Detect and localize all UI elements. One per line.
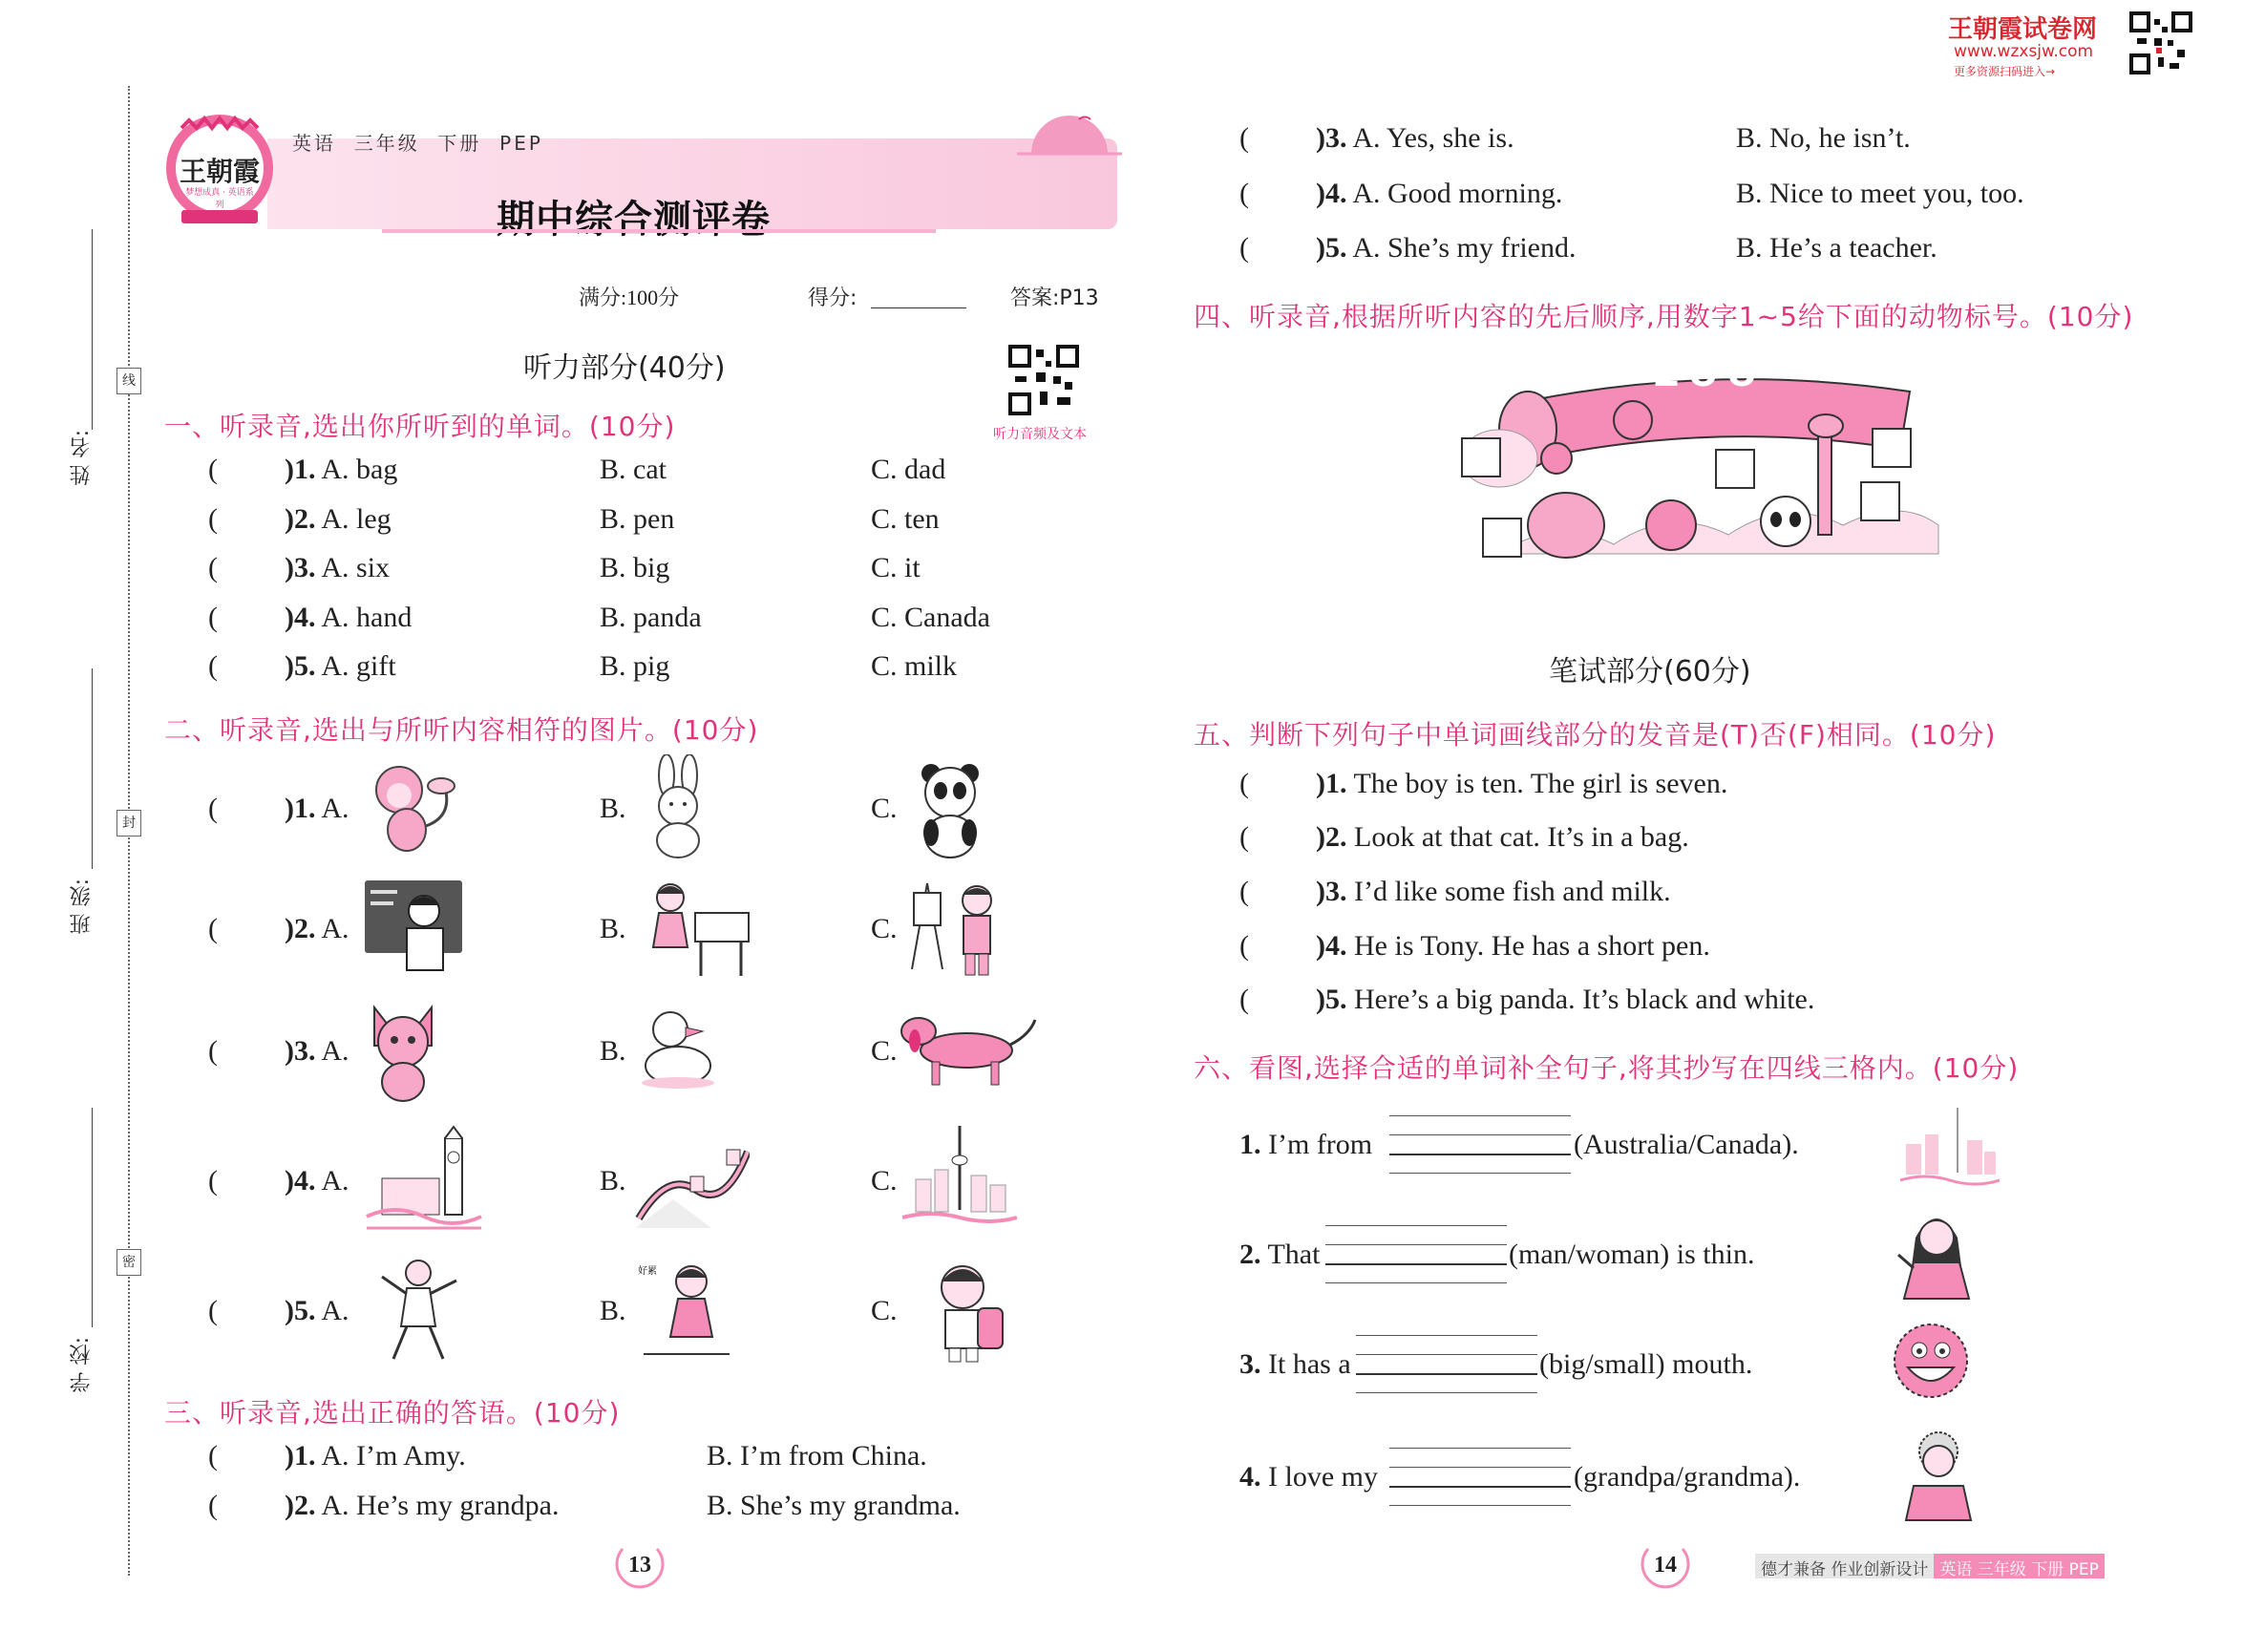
logo-badge (162, 107, 277, 231)
page-number-right: 14 (1654, 1553, 1677, 1578)
option-b: B. (600, 793, 626, 824)
brand-title: 王朝霞试卷网 (1948, 15, 2098, 44)
sunset-icon (1012, 100, 1127, 158)
s2-q4 (285, 1165, 349, 1197)
answer-paren[interactable]: ( (208, 793, 218, 824)
answer-paren[interactable]: ( (1239, 930, 1249, 962)
panda-picture[interactable] (902, 756, 998, 861)
class-label: 班 级: (70, 879, 94, 935)
school-label: 学 校: (70, 1337, 94, 1393)
header-meta: 英语 三年级 下册 PEP (292, 132, 543, 155)
answer-paren[interactable]: ( (1239, 984, 1249, 1015)
section1-title: 一、听录音,选出你所听到的单词。(10分) (164, 411, 676, 442)
monkey-picture[interactable] (361, 759, 456, 859)
s6-q4-pre (1239, 1461, 1378, 1493)
q-number: 3. (1239, 1348, 1261, 1380)
grandma-picture (1900, 1429, 1977, 1522)
answer-paren[interactable]: ( (208, 454, 218, 485)
q-number: 4. (1239, 1461, 1261, 1493)
option-a: A. (321, 1295, 349, 1326)
zoo-answer-box-1[interactable] (1461, 437, 1501, 477)
s6-q3-pre (1239, 1348, 1351, 1381)
s1-q1 (285, 454, 397, 486)
great-wall-picture[interactable] (635, 1133, 750, 1230)
sentence: He is Tony. He has a short pen. (1354, 930, 1710, 962)
answer-paren[interactable]: ( (208, 650, 218, 682)
option-b: B. pen (600, 503, 675, 535)
sentence-start: I’m from (1268, 1129, 1373, 1160)
old-man-taichi-picture[interactable] (374, 1256, 466, 1363)
section2-title: 二、听录音,选出与所听内容相符的图片。(10分) (164, 714, 759, 746)
s5-q2 (1316, 821, 1689, 854)
answer-paren[interactable]: ( (208, 1490, 218, 1521)
s3-q4 (1316, 178, 1562, 210)
svg-text:好累: 好累 (638, 1266, 657, 1277)
title-underline (382, 229, 936, 233)
option-c: C. Canada (871, 602, 990, 633)
four-line-grid[interactable] (1389, 1115, 1571, 1175)
option-c: C. it (871, 552, 921, 583)
four-line-grid[interactable] (1389, 1448, 1571, 1507)
name-field (67, 229, 105, 535)
zoo-answer-box-3[interactable] (1872, 428, 1912, 468)
option-a: A. She’s my friend. (1352, 232, 1577, 264)
s3-q3 (1316, 122, 1514, 155)
zoo-sign: ZOO (1654, 355, 1767, 394)
option-b: B. He’s a teacher. (1736, 232, 1937, 264)
sentence-start: I love my (1268, 1461, 1378, 1493)
s5-q3 (1316, 876, 1671, 908)
answer-paren[interactable]: ( (1239, 178, 1249, 209)
toronto-picture[interactable] (902, 1122, 1017, 1235)
boy-easel-picture[interactable] (902, 874, 1009, 981)
s1-q3 (285, 552, 390, 584)
score-blank[interactable] (871, 307, 966, 308)
q-number: )3. (285, 1035, 316, 1067)
s3-q2 (285, 1490, 559, 1522)
option-b: B. big (600, 552, 670, 583)
s2-q3 (285, 1035, 349, 1068)
option-b: B. Nice to meet you, too. (1736, 178, 2024, 209)
zoo-answer-box-4[interactable] (1860, 481, 1900, 521)
option-b: B. (600, 1035, 626, 1067)
s3-q1 (285, 1440, 466, 1472)
cut-mark-2: 封 (116, 810, 141, 837)
cut-mark-3: 密 (116, 1249, 141, 1276)
listening-heading: 听力部分(40分) (523, 351, 726, 385)
answer-paren[interactable]: ( (1239, 821, 1249, 853)
cut-mark-1: 线 (116, 368, 141, 394)
option-a: A. (321, 1035, 349, 1067)
s6-q2-pre (1239, 1239, 1320, 1271)
zoo-answer-box-5[interactable] (1482, 518, 1522, 558)
s6-q3-post: (big/small) mouth. (1539, 1348, 1753, 1380)
brand-qr-icon[interactable] (2129, 11, 2192, 74)
woman-picture (1893, 1205, 1980, 1301)
q-number: )1. (285, 1440, 316, 1472)
rabbit-picture[interactable] (630, 754, 726, 861)
s5-q4 (1316, 930, 1710, 963)
option-c: C. (871, 1165, 898, 1197)
listening-qr-caption: 听力音频及文本 (993, 427, 1087, 442)
option-b: B. (600, 913, 626, 944)
option-a: A. gift (321, 650, 396, 682)
s2-q1 (285, 793, 349, 825)
option-a: A. Good morning. (1352, 178, 1563, 209)
answer-paren[interactable]: ( (208, 1295, 218, 1326)
q-number: )5. (1316, 984, 1347, 1015)
series-tag: 英语 三年级 下册 PEP (1934, 1554, 2104, 1578)
sentence: Here’s a big panda. It’s black and white. (1354, 984, 1815, 1015)
option-a: A. leg (321, 503, 392, 535)
written-heading: 笔试部分(60分) (1549, 655, 1751, 688)
four-line-grid[interactable] (1356, 1335, 1537, 1394)
zoo-answer-box-2[interactable] (1715, 449, 1755, 489)
q-number: )3. (1316, 122, 1347, 154)
option-a: A. Yes, she is. (1352, 122, 1514, 154)
section3-title: 三、听录音,选出正确的答语。(10分) (164, 1397, 621, 1429)
answer-paren[interactable]: ( (208, 1165, 218, 1197)
girl-sign-picture[interactable] (642, 877, 754, 980)
s1-q4 (285, 602, 412, 634)
q-number: 1. (1239, 1129, 1261, 1160)
option-b: B. pig (600, 650, 670, 682)
city-skyline-picture (1900, 1106, 2000, 1192)
q-number: )4. (285, 1165, 316, 1197)
cat-picture[interactable] (365, 998, 441, 1103)
option-b: B. She’s my grandma. (707, 1490, 961, 1521)
london-picture[interactable] (363, 1125, 485, 1238)
answer-paren[interactable]: ( (1239, 876, 1249, 907)
sentence-start: It has a (1268, 1348, 1351, 1380)
option-c: C. (871, 913, 898, 944)
girl-tired-picture[interactable] (634, 1259, 739, 1362)
section6-title: 六、看图,选择合适的单词补全句子,将其抄写在四线三格内。(10分) (1194, 1052, 2020, 1084)
option-a: A. six (321, 552, 391, 583)
option-a: A. hand (321, 602, 413, 633)
answer-paren[interactable]: ( (208, 602, 218, 633)
s3-q5 (1316, 232, 1577, 265)
q-number: )5. (285, 1295, 316, 1326)
answer-paren[interactable]: ( (1239, 232, 1249, 264)
teacher-picture[interactable] (361, 877, 466, 980)
brand-block (1948, 10, 2206, 76)
s6-q4-post: (grandpa/grandma). (1574, 1461, 1801, 1493)
option-a: A. (321, 1165, 349, 1197)
section5-title: 五、判断下列句子中单词画线部分的发音是(T)否(F)相同。(10分) (1194, 719, 1997, 751)
answer-paren[interactable]: ( (208, 913, 218, 944)
q-number: )3. (1316, 876, 1347, 907)
duck-picture[interactable] (636, 1005, 718, 1091)
option-c: C. milk (871, 650, 958, 682)
option-a: A. (321, 913, 349, 944)
answer-paren[interactable]: ( (1239, 122, 1249, 154)
answer-paren[interactable]: ( (208, 1440, 218, 1472)
logo-sub: 梦想成真 · 英语系列 (185, 188, 254, 210)
score-label: 得分: (808, 286, 857, 310)
q-number: )2. (285, 913, 316, 944)
s5-q5 (1316, 984, 1814, 1016)
q-number: )1. (285, 454, 316, 485)
option-b: B. (600, 1295, 626, 1326)
option-c: C. dad (871, 454, 946, 485)
sentence: The boy is ten. The girl is seven. (1353, 768, 1728, 799)
series-name: 德才兼备 作业创新设计 (1755, 1554, 1934, 1578)
option-b: B. cat (600, 454, 667, 485)
answer-ref[interactable]: 答案:P13 (1010, 286, 1099, 310)
q-number: )2. (285, 1490, 316, 1521)
q-number: )1. (1316, 768, 1347, 799)
q-number: )2. (1316, 821, 1347, 853)
footer-series (1755, 1554, 2105, 1578)
answer-paren[interactable]: ( (208, 503, 218, 535)
q-number: )1. (285, 793, 316, 824)
answer-paren[interactable]: ( (1239, 768, 1249, 799)
name-label: 姓 名: (70, 430, 94, 486)
brand-url[interactable]: www.wzxsjw.com (1954, 42, 2094, 61)
q-number: )4. (1316, 930, 1347, 962)
four-line-grid[interactable] (1325, 1225, 1507, 1284)
option-b: B. No, he isn’t. (1736, 122, 1911, 154)
q-number: )4. (285, 602, 316, 633)
school-field (67, 1108, 105, 1432)
s6-q1-post: (Australia/Canada). (1574, 1129, 1799, 1160)
q-number: )4. (1316, 178, 1347, 209)
option-c: C. (871, 1295, 898, 1326)
option-a: A. I’m Amy. (321, 1440, 466, 1472)
logo-text: 王朝霞 (179, 156, 260, 187)
sentence-start: That (1267, 1239, 1321, 1270)
q-number: )3. (285, 552, 316, 583)
s6-q2-post: (man/woman) is thin. (1509, 1239, 1755, 1270)
boy-backpack-picture[interactable] (924, 1259, 1010, 1364)
monster-picture (1891, 1320, 1971, 1402)
option-c: C. (871, 793, 898, 824)
option-c: C. (871, 1035, 898, 1067)
option-b: B. panda (600, 602, 702, 633)
sentence: I’d like some fish and milk. (1354, 876, 1671, 907)
option-a: A. (321, 793, 349, 824)
q-number: 2. (1239, 1239, 1261, 1270)
q-number: )2. (285, 503, 316, 535)
option-c: C. ten (871, 503, 940, 535)
s1-q5 (285, 650, 396, 683)
q-number: )5. (285, 650, 316, 682)
option-a: A. He’s my grandpa. (321, 1490, 560, 1521)
page-number-left: 13 (628, 1553, 651, 1578)
class-field (67, 668, 105, 974)
option-a: A. bag (321, 454, 398, 485)
brand-tagline: 更多资源扫码进入→ (1954, 65, 2056, 78)
section4-title: 四、听录音,根据所听内容的先后顺序,用数字1~5给下面的动物标号。(10分) (1194, 301, 2134, 332)
s1-q2 (285, 503, 392, 536)
option-b: B. I’m from China. (707, 1440, 927, 1472)
listening-qr-icon[interactable] (1007, 344, 1080, 416)
q-number: )5. (1316, 232, 1347, 264)
answer-paren[interactable]: ( (208, 552, 218, 583)
s6-q1-pre (1239, 1129, 1372, 1161)
dog-picture[interactable] (898, 1003, 1041, 1091)
sentence: Look at that cat. It’s in a bag. (1354, 821, 1689, 853)
full-score: 满分:100分 (579, 286, 680, 309)
option-b: B. (600, 1165, 626, 1197)
s5-q1 (1316, 768, 1727, 800)
answer-paren[interactable]: ( (208, 1035, 218, 1067)
s2-q5 (285, 1295, 349, 1327)
exam-title: 期中综合测评卷 (497, 198, 771, 242)
s2-q2 (285, 913, 349, 945)
